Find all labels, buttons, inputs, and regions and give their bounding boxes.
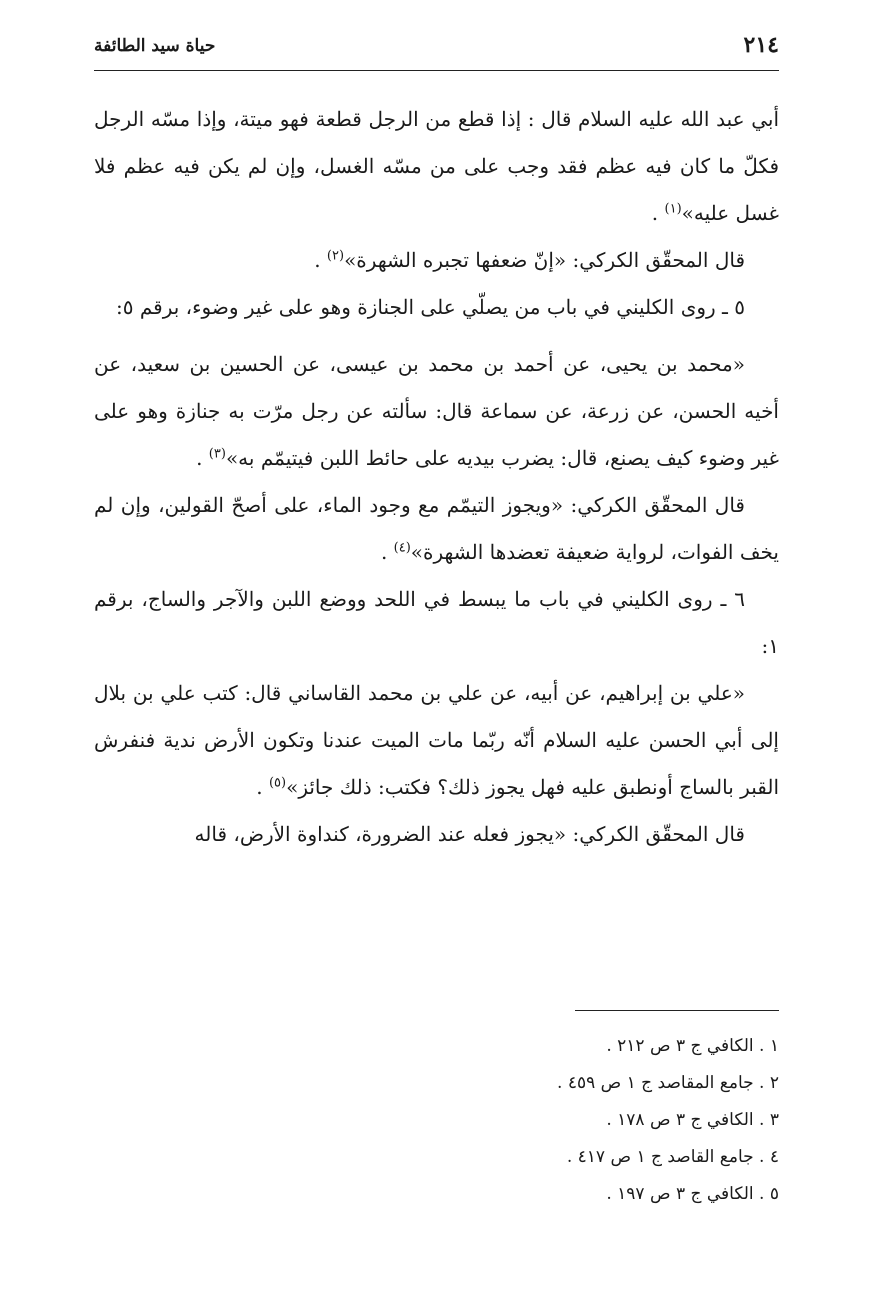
footnote-ref-5[interactable]: (٥) (268, 775, 287, 791)
paragraph-2: قال المحقّق الكركي: «إنّ ضعفها تجبره الشهرة»$^{(٢)}$ . (314, 248, 745, 272)
footnote-ref-3[interactable]: (٣) (208, 446, 226, 462)
footnote-2: ٢ . جامع المقاصد ج ١ ص ٤٥٩ . (557, 1073, 779, 1093)
paragraph-7: «علي بن إبراهيم، عن أبيه، عن علي بن محمد القاساني قال: كتب علي بن بلال إلى أبي الحسن عليه السلام أنّه ربّما مات الميت عندنا وتكون الأرض ندية فنفرش القبر بالساج أونطبق عليه فهل يجوز ذلك؟ فكتب: ذلك جائز»$^{(٥)}$ . (94, 681, 779, 799)
footnote-3: ٣ . الكافي ج ٣ ص ١٧٨ . (606, 1110, 779, 1130)
paragraph-5: قال المحقّق الكركي: «ويجوز التيمّم مع وجود الماء، على أصحّ القولين، وإن لم يخف الفوات، لرواية ضعيفة تعضدها الشهرة»$^{(٤)}$ . (94, 493, 779, 564)
paragraph-8: قال المحقّق الكركي: «يجوز فعله عند الضرورة، كنداوة الأرض، قاله (194, 822, 745, 846)
page-number: ٢١٤ (743, 32, 779, 58)
footnote-ref-1[interactable]: (١) (664, 201, 682, 217)
paragraph-3: ٥ ـ روى الكليني في باب من يصلّي على الجنازة وهو على غير وضوء، برقم ٥: (115, 295, 745, 319)
footnote-ref-4[interactable]: (٤) (393, 540, 411, 556)
footnote-ref-2[interactable]: (٢) (326, 248, 345, 264)
paragraph-6: ٦ ـ روى الكليني في باب ما يبسط في اللحد ووضع اللبن والآجر والساج، برقم ١: (94, 587, 779, 658)
footnote-separator (575, 1010, 779, 1011)
paragraph-4: «محمد بن يحيى، عن أحمد بن محمد بن عيسى، عن الحسين بن سعيد، عن أخيه الحسن، عن زرعة، عن سماعة قال: سألته عن رجل مرّت به جنازة وهو على غير وضوء كيف يصنع، قال: يضرب بيديه على حائط اللبن فيتيمّم به»$^{(٣)}$ . (94, 352, 779, 470)
footnote-4: ٤ . جامع القاصد ج ١ ص ٤١٧ . (566, 1147, 779, 1167)
footnote-5: ٥ . الكافي ج ٣ ص ١٩٧ . (606, 1184, 779, 1204)
page-header (94, 30, 779, 71)
paragraph-1: أبي عبد الله عليه السلام قال : إذا قطع من الرجل قطعة فهو ميتة، وإذا مسّه الرجل فكلّ ما كان فيه عظم فقد وجب على من مسّه الغسل، وإن لم يكن فيه عظم فلا غسل عليه»$^{(١)}$ . (94, 107, 779, 225)
footnote-1: ١ . الكافي ج ٣ ص ٢١٢ . (606, 1036, 779, 1056)
footnotes (94, 1028, 779, 1213)
main-text (94, 96, 779, 858)
running-title: حياة سيد الطائفة (94, 36, 216, 56)
